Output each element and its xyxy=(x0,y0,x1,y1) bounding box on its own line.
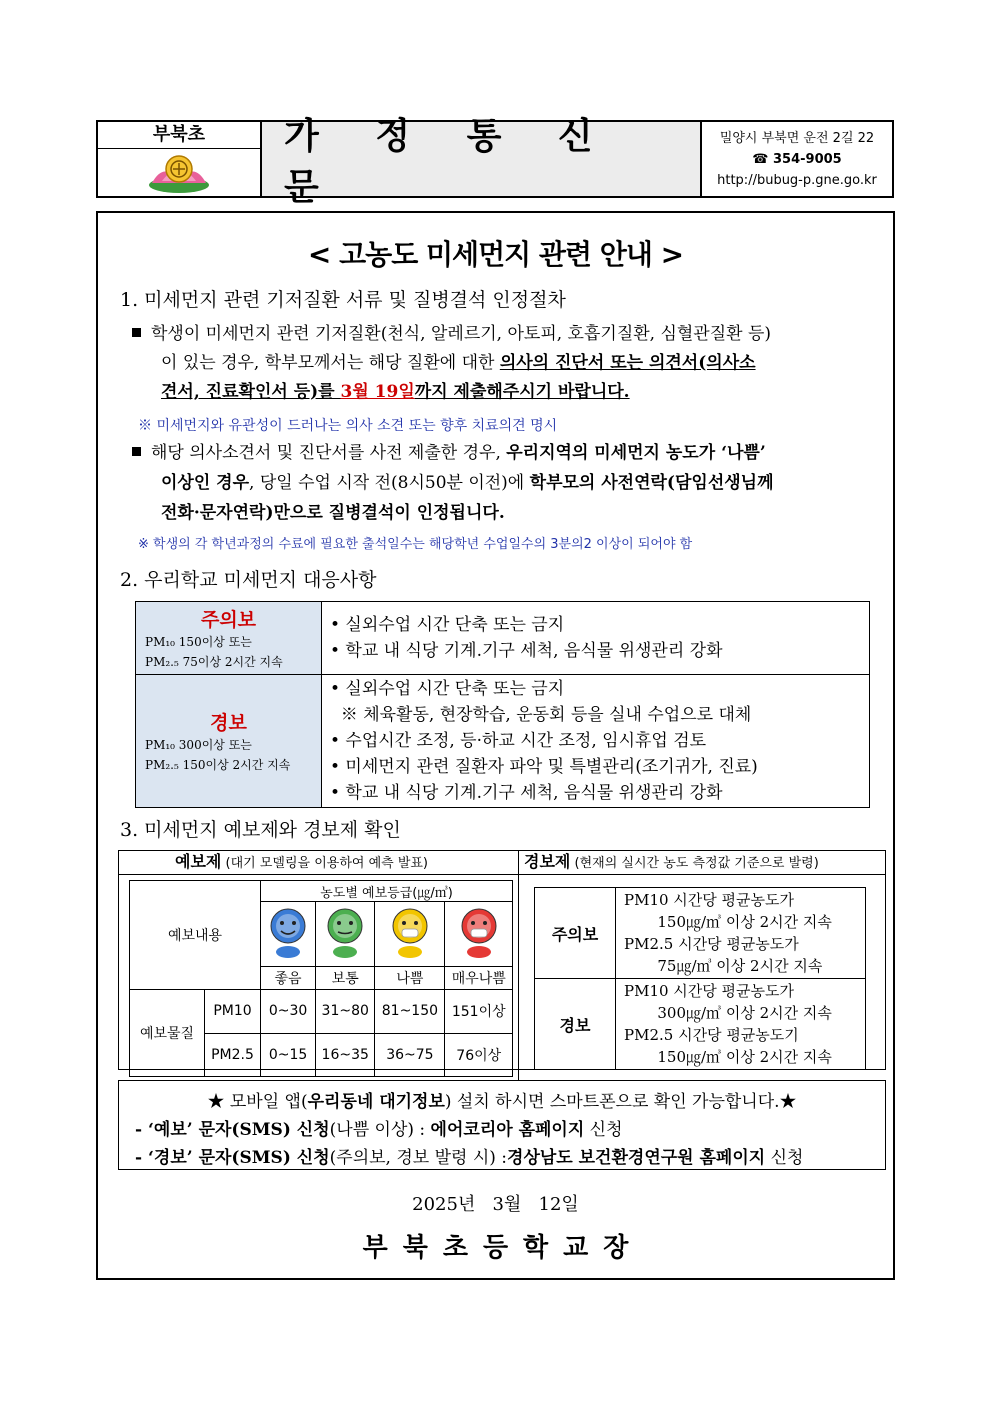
section1-note2: ※ 학생의 각 학년과정의 수료에 필요한 출석일수는 해당학년 수업일수의 3분의2 이상이 되어야 함 xyxy=(138,537,693,552)
substance-pm25: PM2.5 xyxy=(211,1046,254,1063)
deadline-date: 3월 19일 xyxy=(340,382,415,402)
table-cell: 0~15 xyxy=(261,1033,316,1077)
section2-heading: 2. 우리학교 미세먼지 대응사항 xyxy=(120,569,377,591)
actions-cell-warning: • 실외수업 시간 단축 또는 금지 ※ 체육활동, 현장학습, 운동회 등을 실내 수업으로 대체 • 수업시간 조정, 등·하교 시간 조정, 임시휴업 검토 • 미세먼지 관련 질환자 파악 및 특별관리(조기귀가, 진료) • 학교 내 식당 기계.기구 세척, 음식물 위생관리 강화 xyxy=(322,675,870,808)
table-cell: 16~35 xyxy=(316,1033,375,1077)
warning-criteria-advisory: PM10 시간당 평균농도가 150㎍/㎥ 이상 2시간 지속 PM2.5 시간당 평균농도가 75㎍/㎥ 이상 2시간 지속 xyxy=(616,888,866,979)
sms-warning-line: - ‘경보’ 문자(SMS) 신청(주의보, 경보 발령 시) :경상남도 보건환경연구원 홈페이지 신청 xyxy=(135,1148,804,1168)
section3-heading: 3. 미세먼지 예보제와 경보제 확인 xyxy=(120,819,401,841)
warning-criteria-table xyxy=(534,887,866,1070)
letter-title-box xyxy=(262,115,702,208)
table-row xyxy=(535,979,866,1070)
school-box xyxy=(98,122,262,196)
square-bullet-icon xyxy=(132,328,141,337)
sms-info-box xyxy=(118,1080,886,1170)
table-cell: 151이상 xyxy=(445,990,513,1034)
principal-signature: 부북초등학교장 xyxy=(362,1233,644,1263)
table-row xyxy=(136,675,870,808)
face-normal-icon xyxy=(316,902,375,967)
section1-para2-line2: 이상인 경우, 당일 수업 시작 전(8시50분 이전)에 학부모의 사전연락(담임선생님께 xyxy=(161,473,774,493)
face-very-bad-icon xyxy=(445,902,513,967)
warning-criteria-warning: PM10 시간당 평균농도가 300㎍/㎥ 이상 2시간 지속 PM2.5 시간당 평균농도기 150㎍/㎥ 이상 2시간 지속 xyxy=(616,979,866,1070)
table-row xyxy=(136,602,870,675)
table-row xyxy=(535,888,866,979)
response-table xyxy=(135,601,870,808)
issue-date: 2025년 3월 12일 xyxy=(412,1194,579,1215)
letter-title: 가 정 통 신 문 xyxy=(284,115,615,208)
section1-para2-line3: 전화·문자연락)만으로 질병결석이 인정됩니다. xyxy=(161,503,505,523)
table-cell: 36~75 xyxy=(375,1033,445,1077)
table-row xyxy=(130,990,513,1034)
square-bullet-icon xyxy=(132,447,141,456)
section1-para1-line3: 견서, 진료확인서 등)를 3월 19일까지 제출해주시기 바랍니다. xyxy=(161,382,630,402)
substance-label: 예보물질 xyxy=(130,990,205,1076)
forecast-grade-table xyxy=(129,880,513,1077)
sms-forecast-line: - ‘예보’ 문자(SMS) 신청(나쁨 이상) : 에어코리아 홈페이지 신청 xyxy=(135,1120,623,1140)
letter-header xyxy=(96,115,894,208)
forecast-warning-box xyxy=(118,850,886,1070)
grade-header: 농도별 예보등급(㎍/㎥) xyxy=(261,881,513,902)
school-name: 부북초 xyxy=(98,122,260,149)
table-cell: 31~80 xyxy=(316,990,375,1034)
level-cell-warning: 경보 PM₁₀ 300이상 또는 PM₂.₅ 150이상 2시간 지속 xyxy=(136,675,322,808)
grade-very-bad: 매우나쁨 xyxy=(445,967,513,990)
mobile-app-line: ★ 모바일 앱(우리동네 대기정보) 설치 하시면 스마트폰으로 확인 가능합니다.★ xyxy=(207,1092,797,1112)
section1-heading: 1. 미세먼지 관련 기저질환 서류 및 질병결석 인정절차 xyxy=(120,289,566,311)
table-row xyxy=(130,881,513,902)
section1-para1: 학생이 미세먼지 관련 기저질환(천식, 알레르기, 아토피, 호흡기질환, 심혈관질환 등) xyxy=(132,320,771,349)
face-bad-icon xyxy=(375,902,445,967)
forecast-content-label: 예보내용 xyxy=(130,881,261,990)
grade-good: 좋음 xyxy=(261,967,316,990)
substance-pm10: PM10 xyxy=(205,990,260,1034)
section1-para2: 해당 의사소견서 및 진단서를 사전 제출한 경우, 우리지역의 미세먼지 농도가 ‘나쁨’ xyxy=(132,439,766,468)
face-good-icon xyxy=(261,902,316,967)
level-cell-advisory: 주의보 PM₁₀ 150이상 또는 PM₂.₅ 75이상 2시간 지속 xyxy=(136,602,322,675)
grade-bad: 나쁨 xyxy=(375,967,445,990)
document-title: < 고농도 미세먼지 관련 안내 > xyxy=(307,238,684,271)
table-cell: 81~150 xyxy=(375,990,445,1034)
school-contact xyxy=(702,122,892,196)
table-cell: 76이상 xyxy=(445,1033,513,1077)
school-url[interactable]: http://bubug-p.gne.go.kr xyxy=(717,172,877,188)
warning-level-warning: 경보 xyxy=(535,979,616,1070)
notice-body xyxy=(96,211,895,1280)
school-phone: ☎ 354-9005 xyxy=(752,151,842,167)
school-address: 밀양시 부북면 운전 2길 22 xyxy=(719,130,875,146)
grade-normal: 보통 xyxy=(316,967,375,990)
section1-note1: ※ 미세먼지와 유관성이 드러나는 의사 소견 또는 향후 치료의견 명시 xyxy=(138,418,558,434)
forecast-system-title: 예보제 (대기 모델링을 이용하여 예측 발표) xyxy=(175,852,429,871)
actions-cell-advisory: • 실외수업 시간 단축 또는 금지 • 학교 내 식당 기계.기구 세척, 음식물 위생관리 강화 xyxy=(322,602,870,675)
section1-para1-line2: 이 있는 경우, 학부모께서는 해당 질환에 대한 의사의 진단서 또는 의견서(의사소 xyxy=(161,353,756,373)
table-cell: 0~30 xyxy=(261,990,316,1034)
mobile-app-name: 우리동네 대기정보 xyxy=(307,1092,445,1112)
school-emblem-icon xyxy=(98,149,260,196)
warning-system-title: 경보제 (현재의 실시간 농도 측정값 기준으로 발령) xyxy=(524,852,819,871)
warning-level-advisory: 주의보 xyxy=(535,888,616,979)
